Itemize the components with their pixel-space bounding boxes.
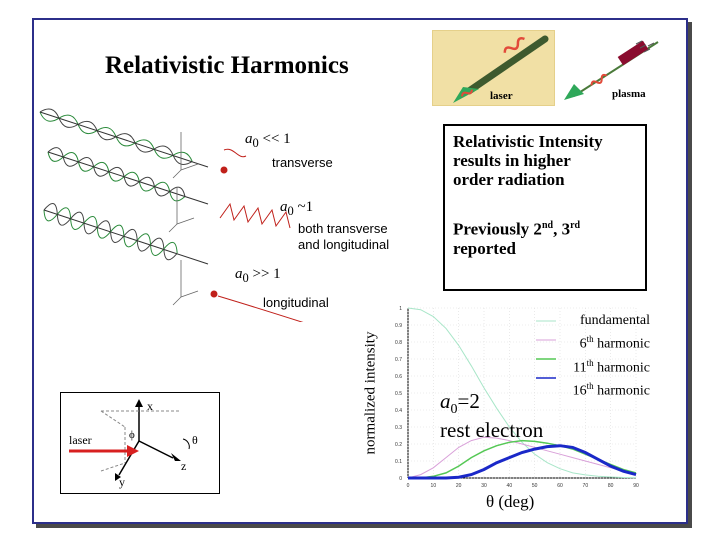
chart-ylabel: normalized intensity bbox=[362, 331, 379, 454]
electron-dot bbox=[221, 167, 228, 174]
x-tick-label: 0 bbox=[406, 483, 410, 489]
y-tick-label: 0.5 bbox=[395, 391, 402, 397]
info-box-previous: Previously 2nd, 3rd reported bbox=[453, 219, 581, 258]
longitudinal-wave bbox=[41, 201, 208, 264]
coord-x-label: x bbox=[147, 399, 153, 413]
y-tick-label: 0.1 bbox=[395, 459, 402, 465]
slide-title: Relativistic Harmonics bbox=[105, 52, 349, 79]
x-tick-label: 80 bbox=[607, 483, 614, 489]
regime-3-a0: $a_0 >> 1$ bbox=[235, 266, 281, 285]
legend-entry: 11th harmonic bbox=[573, 357, 650, 376]
y-tick-label: 0.8 bbox=[395, 340, 402, 346]
x-tick-label: 70 bbox=[582, 483, 589, 489]
regime-1-desc: transverse bbox=[272, 155, 333, 170]
x-tick-label: 40 bbox=[506, 483, 513, 489]
series-line-6th-harmonic bbox=[408, 437, 636, 478]
plasma-label: plasma bbox=[612, 88, 646, 100]
y-tick-label: 0 bbox=[399, 476, 402, 482]
regime-2-a0: $a_0$ ~1 bbox=[280, 199, 314, 218]
electron-dot bbox=[211, 291, 218, 298]
chart-xlabel: θ (deg) bbox=[486, 492, 535, 511]
coord-phi-label: ϕ bbox=[129, 429, 135, 441]
y-tick-label: 0.4 bbox=[395, 408, 402, 414]
a0-annotation: $a_0=2$ bbox=[440, 389, 480, 418]
legend-entry: 16th harmonic bbox=[572, 381, 650, 399]
coord-z-label: z bbox=[181, 459, 187, 473]
y-tick-label: 0.2 bbox=[395, 442, 402, 448]
x-tick-label: 20 bbox=[455, 483, 462, 489]
y-tick-label: 0.7 bbox=[395, 357, 402, 363]
legend-entry: fundamental bbox=[580, 313, 650, 328]
laser-photo-label: laser bbox=[490, 90, 513, 102]
y-tick-label: 0.3 bbox=[395, 425, 402, 431]
x-tick-label: 60 bbox=[557, 483, 563, 489]
legend-entry: 6th harmonic bbox=[579, 334, 650, 352]
legend-swatches bbox=[532, 311, 562, 391]
coord-theta-label: θ bbox=[192, 433, 198, 447]
mixed-wave bbox=[46, 145, 208, 204]
coordinate-diagram bbox=[60, 392, 220, 494]
regime-3-desc: longitudinal bbox=[263, 295, 329, 310]
info-box-text: Relativistic Intensity results in higher order radiation bbox=[453, 132, 603, 189]
coord-laser-label: laser bbox=[69, 433, 92, 447]
x-tick-label: 50 bbox=[531, 483, 538, 489]
coord-y-label: y bbox=[119, 475, 125, 489]
y-tick-label: 1 bbox=[399, 306, 402, 312]
y-tick-label: 0.9 bbox=[395, 323, 402, 329]
axis-markers bbox=[169, 132, 198, 305]
x-tick-label: 90 bbox=[633, 483, 639, 489]
x-tick-label: 10 bbox=[430, 483, 437, 489]
regime-2-desc: both transverse and longitudinal bbox=[298, 221, 390, 252]
series-line-11th-harmonic bbox=[408, 441, 636, 478]
y-tick-label: 0.6 bbox=[395, 374, 402, 380]
rest-electron-annotation: rest electron bbox=[440, 418, 544, 442]
x-tick-label: 30 bbox=[481, 483, 487, 489]
regime-1-a0: $a_0 << 1$ bbox=[245, 131, 291, 150]
